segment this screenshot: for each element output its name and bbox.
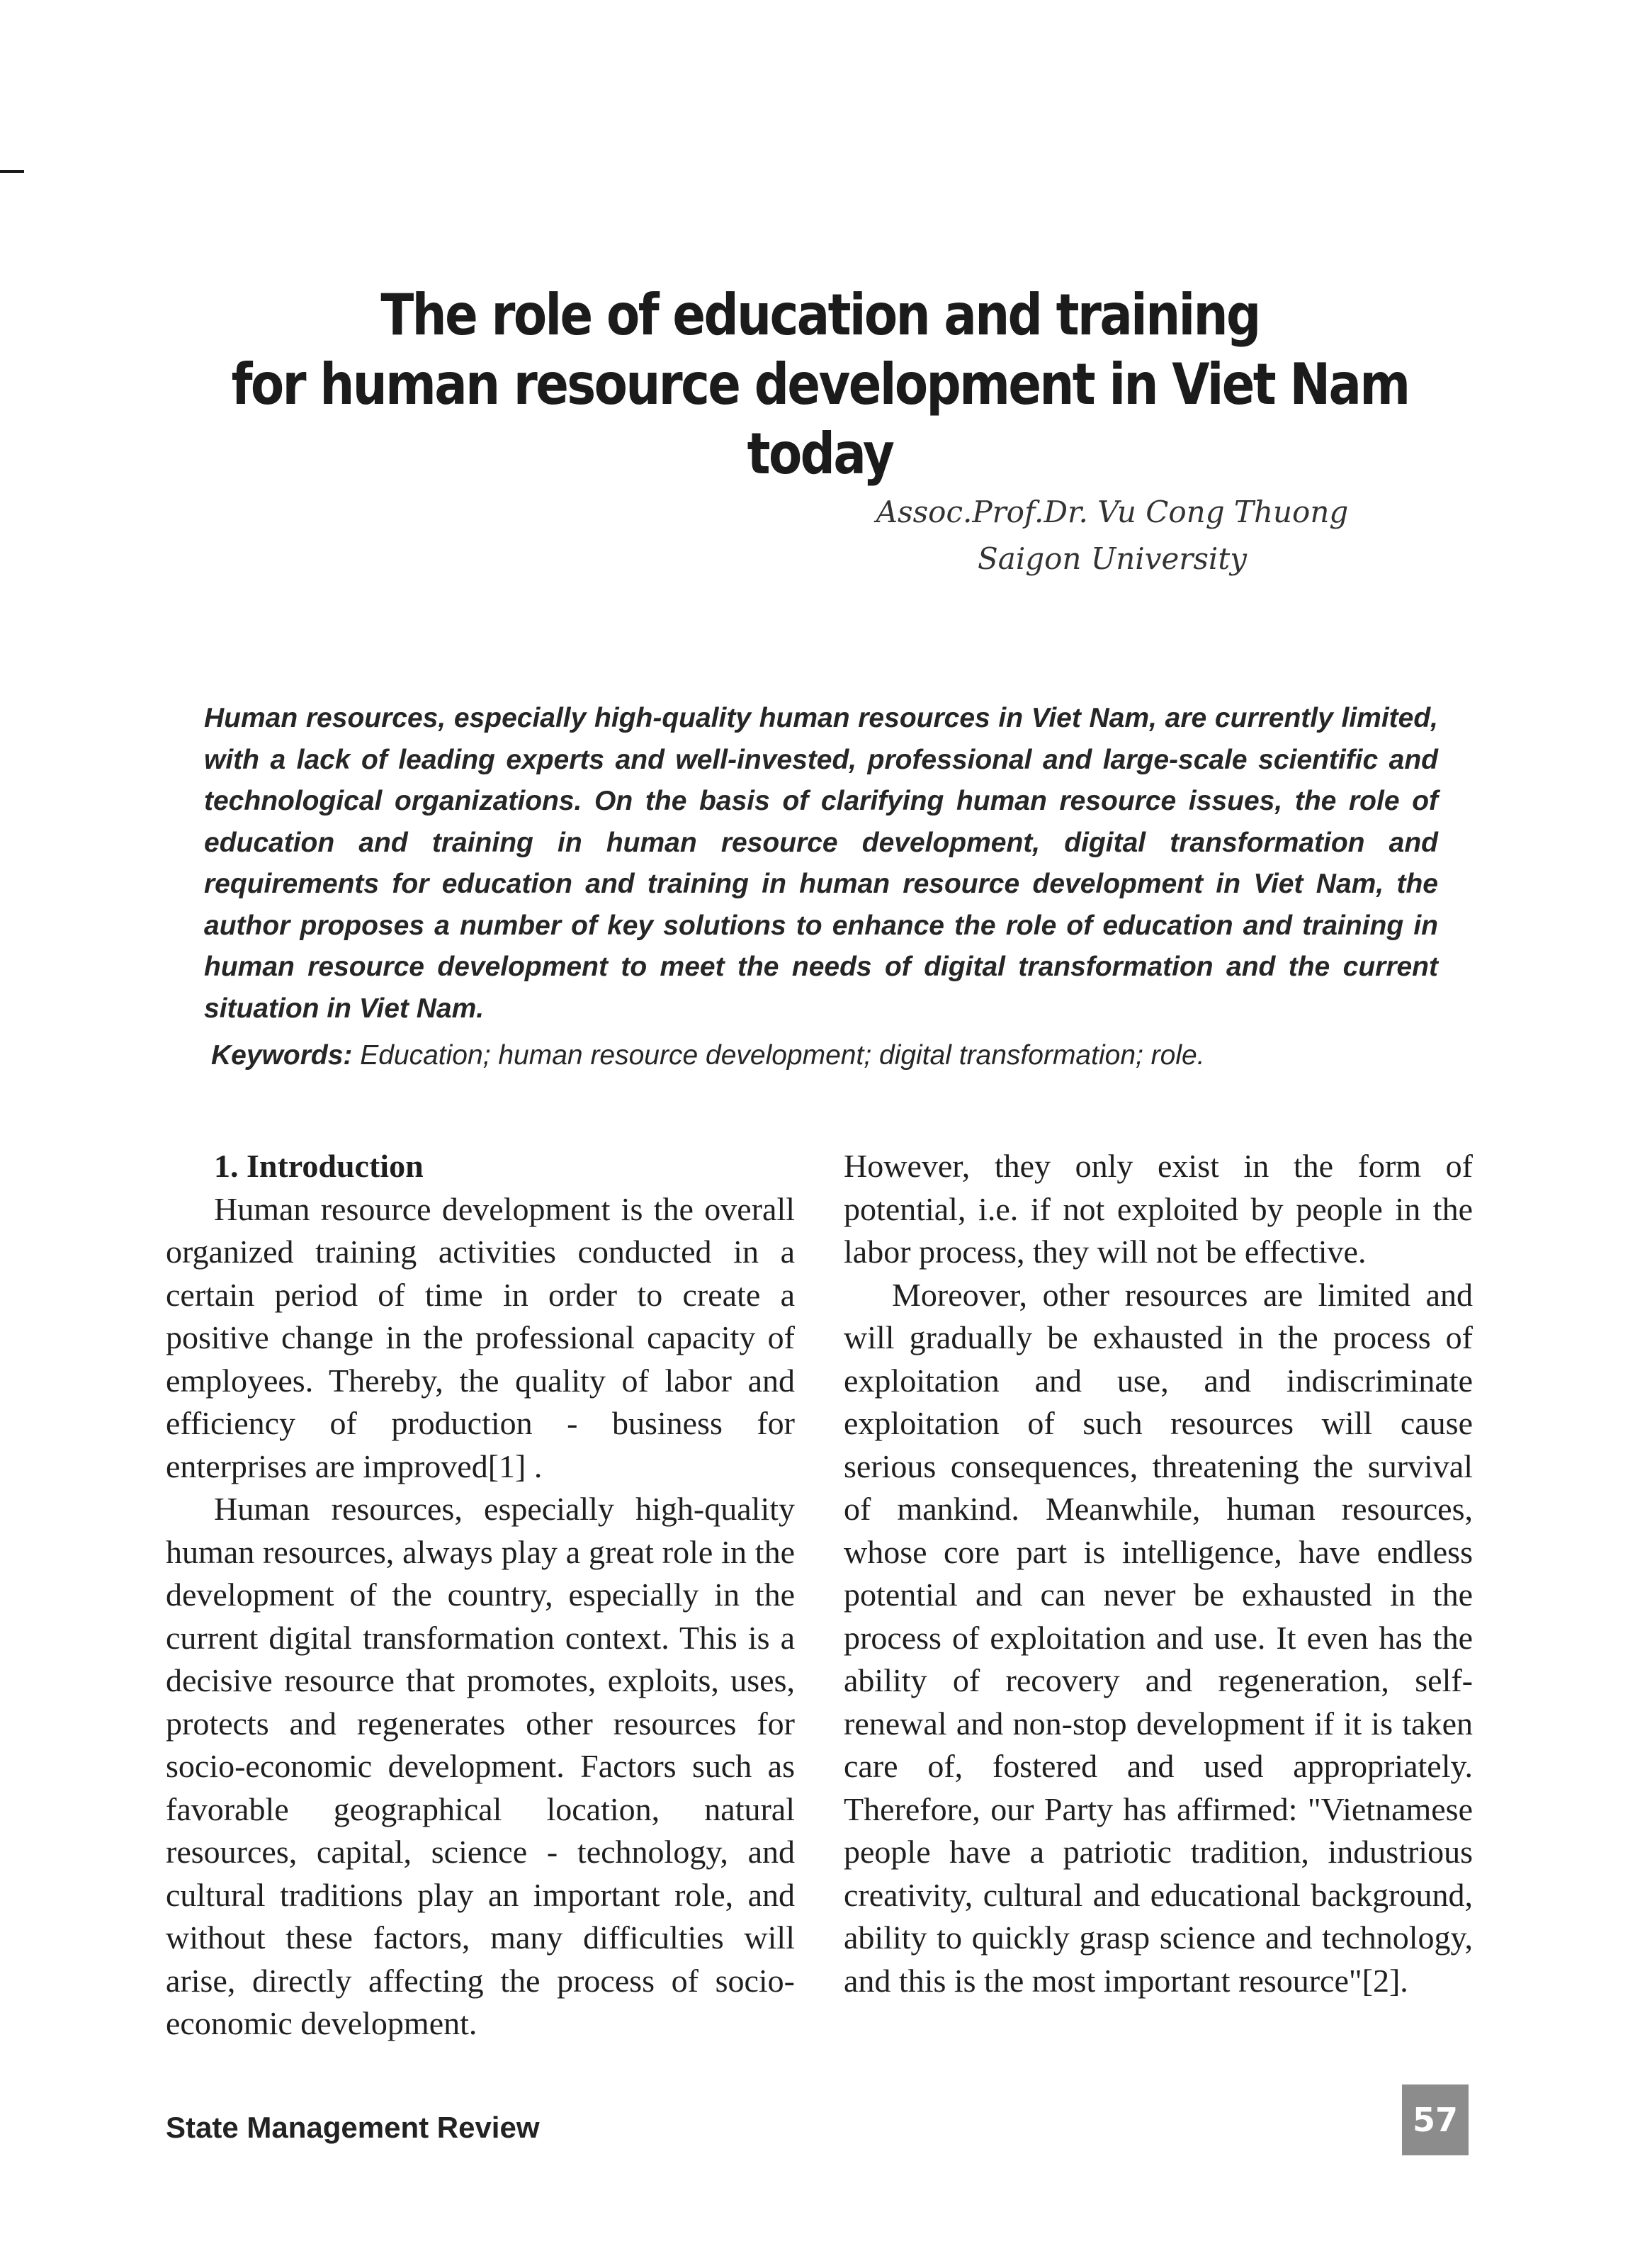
author-name: Assoc.Prof.Dr. Vu Cong Thuong	[876, 495, 1349, 529]
page-number-badge	[1402, 2084, 1469, 2155]
body-paragraph: Human resources, especially high-quality human resources, always play a great role in the development of the country, especially in the current digital transformation context. This is a decisive resource that promotes, exploits, uses, protects and regenerates other resources for socio-economic development. Factors such as favorable geographical location, natural resources, capital, science - technology, and cultural traditions play an important role, and without these factors, many difficulties will arise, directly affecting the process of socio-economic development.	[166, 1491, 795, 2041]
title-line-1: The role of education and training	[380, 282, 1260, 348]
journal-name: State Management Review	[166, 2111, 540, 2144]
article-title	[200, 281, 1440, 489]
page-number: 57	[1412, 2101, 1458, 2139]
body-paragraph: Human resource development is the overall organized training activities conducted in a certain period of time in order to create a positive change in the professional capacity of employees. Thereby, the quality of labor and efficiency of production - business for enterprises are improved[1] .	[166, 1190, 795, 1484]
abstract: Human resources, especially high-quality human resources in Viet Nam, are currently limited, with a lack of leading experts and well-invested, professional and large-scale scientific and technological organizations. On the basis of clarifying human resource issues, the role of education and training in human resource development, digital transformation and requirements for education and training in human resource development in Viet Nam, the author proposes a number of key solutions to enhance the role of education and training in human resource development to meet the needs of digital transformation and the current situation in Viet Nam.	[204, 703, 1438, 1024]
author-affiliation: Saigon University	[978, 541, 1247, 576]
body-column-right	[844, 1145, 1473, 2002]
author-block	[808, 489, 1417, 582]
body-column-left	[166, 1145, 795, 2046]
keywords-label: Keywords:	[211, 1040, 353, 1071]
keywords	[211, 1035, 1444, 1076]
crop-mark	[0, 170, 24, 173]
body-paragraph: However, they only exist in the form of potential, i.e. if not exploited by people in the labor process, they will not be effective.	[844, 1148, 1473, 1270]
title-line-2: for human resource development in Viet Nam today	[231, 351, 1409, 487]
section-heading: 1. Introduction	[214, 1148, 424, 1184]
body-paragraph: Moreover, other resources are limited and will gradually be exhausted in the process of exploitation and use, and indiscriminate exploitation of such resources will cause serious consequences, threatening the survival of mankind. Meanwhile, human resources, whose core part is intelligence, have endless potential and can never be exhausted in the process of exploitation and use. It even has the ability of recovery and regeneration, self-renewal and non-stop development if it is taken care of, fostered and used appropriately. Therefore, our Party has affirmed: "Vietnamese people have a patriotic tradition, industrious creativity, cultural and educational background, ability to quickly grasp science and technology, and this is the most important resource"[2].	[844, 1276, 1473, 1999]
keywords-text: Education; human resource development; digital transformation; role.	[352, 1040, 1205, 1071]
